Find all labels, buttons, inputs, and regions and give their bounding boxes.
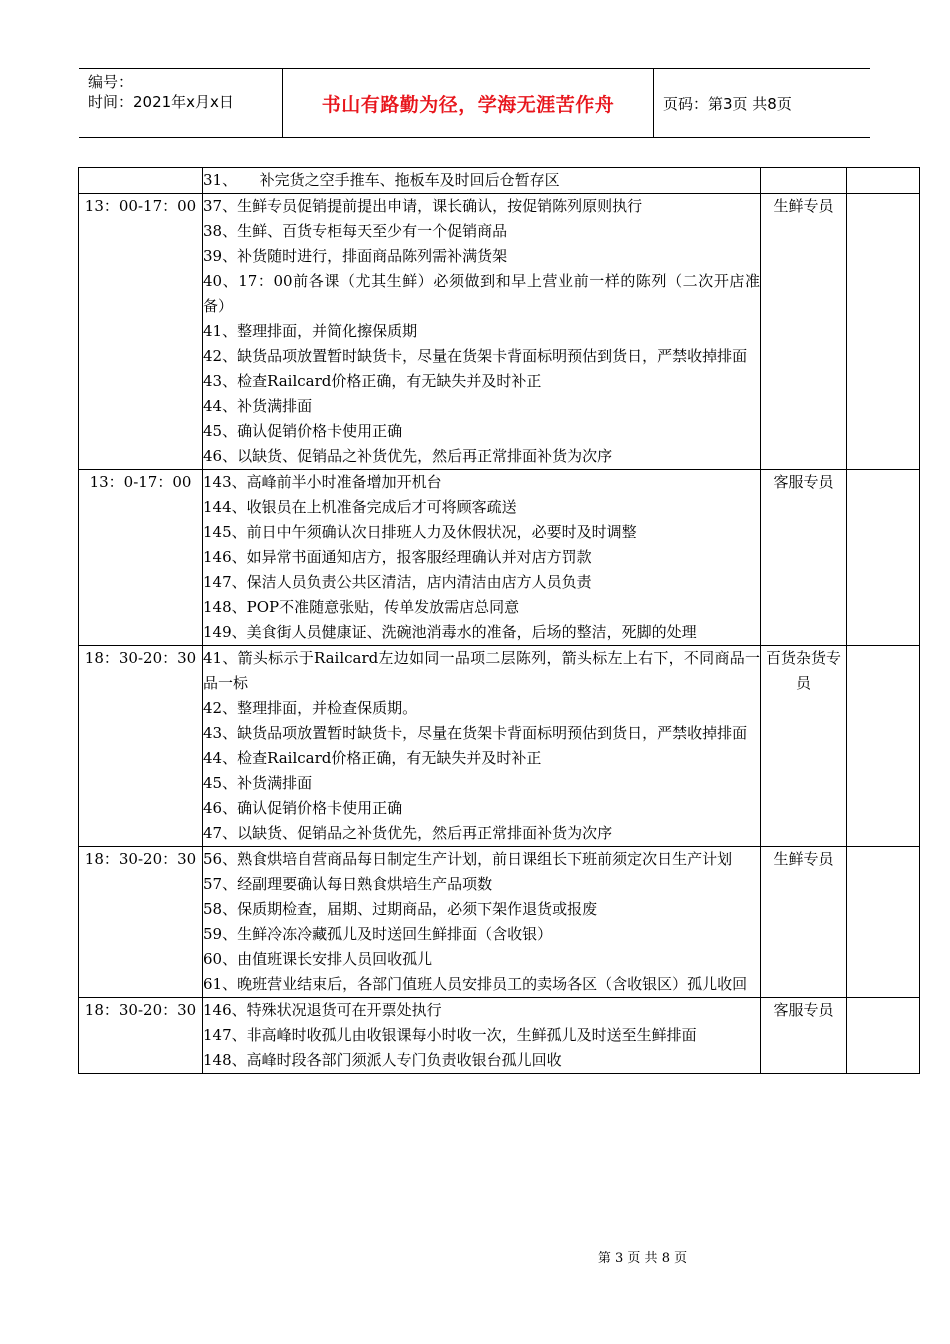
task-item: 144、收银员在上机准备完成后才可将顾客疏送 (203, 498, 517, 516)
document-number-label: 编号： (88, 73, 134, 91)
header-page-info: 页码：第3页 共8页 (663, 94, 792, 113)
task-item: 42、整理排面，并检查保质期。 (203, 699, 418, 717)
schedule-row (79, 646, 920, 847)
responsible-role-cell: 客服专员 (761, 998, 847, 1074)
time-slot-cell: 13：0-17：00 (79, 470, 203, 646)
schedule-row (79, 847, 920, 998)
schedule-table-body (79, 168, 920, 1074)
header-motto-cell (283, 69, 654, 137)
header-motto: 书山有路勤为径，学海无涯苦作舟 (321, 93, 615, 116)
task-list-cell (203, 998, 761, 1074)
blank-check-cell (847, 194, 920, 470)
page-header (79, 68, 870, 138)
task-list-cell (203, 194, 761, 470)
task-item: 147、保洁人员负责公共区清洁，店内清洁由店方人员负责 (203, 573, 592, 591)
task-item: 56、熟食烘培自营商品每日制定生产计划，前日课组长下班前须定次日生产计划 (203, 850, 733, 868)
responsible-role-cell: 生鲜专员 (761, 847, 847, 998)
schedule-table (78, 167, 920, 1074)
task-item: 148、POP不准随意张贴，传单发放需店总同意 (203, 598, 520, 616)
task-item: 43、缺货品项放置暂时缺货卡，尽量在货架卡背面标明预估到货日，严禁收掉排面 (203, 724, 748, 742)
page-footer (0, 1247, 950, 1266)
time-slot-cell: 18：30-20：30 (79, 847, 203, 998)
responsible-role-cell: 百货杂货专员 (761, 646, 847, 847)
time-slot-cell: 18：30-20：30 (79, 646, 203, 847)
task-item: 40、17：00前各课（尤其生鲜）必须做到和早上营业前一样的陈列（二次开店准备） (203, 272, 760, 315)
task-item: 60、由值班课长安排人员回收孤儿 (203, 950, 433, 968)
task-item: 44、检查Railcard价格正确，有无缺失并及时补正 (203, 749, 542, 767)
task-item: 58、保质期检查，届期、过期商品，必须下架作退货或报废 (203, 900, 598, 918)
time-slot-cell: 18：30-20：30 (79, 998, 203, 1074)
task-list-cell (203, 847, 761, 998)
task-item: 46、以缺货、促销品之补货优先，然后再正常排面补货为次序 (203, 447, 613, 465)
schedule-row (79, 194, 920, 470)
blank-check-cell (847, 646, 920, 847)
task-item: 46、确认促销价格卡使用正确 (203, 799, 403, 817)
blank-check-cell (847, 847, 920, 998)
blank-check-cell (847, 470, 920, 646)
footer-page-number: 第 3 页 共 8 页 (597, 1251, 688, 1266)
responsible-role-cell (761, 168, 847, 194)
schedule-row (79, 168, 920, 194)
task-item: 47、以缺货、促销品之补货优先，然后再正常排面补货为次序 (203, 824, 613, 842)
task-list-cell (203, 470, 761, 646)
responsible-role-cell: 生鲜专员 (761, 194, 847, 470)
document-date: 时间：2021年x月x日 (88, 93, 234, 111)
task-item: 43、检查Railcard价格正确，有无缺失并及时补正 (203, 372, 542, 390)
task-item: 61、晚班营业结束后，各部门值班人员安排员工的卖场各区（含收银区）孤儿收回 (203, 975, 748, 993)
task-item: 37、生鲜专员促销提前提出申请，课长确认，按促销陈列原则执行 (203, 197, 643, 215)
task-item: 148、高峰时段各部门须派人专门负责收银台孤儿回收 (203, 1051, 562, 1069)
task-item: 59、生鲜冷冻冷藏孤儿及时送回生鲜排面（含收银） (203, 925, 553, 943)
task-item: 39、补货随时进行，排面商品陈列需补满货架 (203, 247, 508, 265)
schedule-row (79, 998, 920, 1074)
task-item: 149、美食街人员健康证、洗碗池消毒水的准备，后场的整洁，死脚的处理 (203, 623, 697, 641)
task-item: 41、箭头标示于Railcard左边如同一品项二层陈列，箭头标左上右下，不同商品一品一标 (203, 649, 760, 692)
task-item: 42、缺货品项放置暂时缺货卡，尽量在货架卡背面标明预估到货日，严禁收掉排面 (203, 347, 748, 365)
task-item: 38、生鲜、百货专柜每天至少有一个促销商品 (203, 222, 508, 240)
task-item: 57、经副理要确认每日熟食烘培生产品项数 (203, 875, 493, 893)
responsible-role-cell: 客服专员 (761, 470, 847, 646)
task-list-cell (203, 646, 761, 847)
blank-check-cell (847, 998, 920, 1074)
task-item: 145、前日中午须确认次日排班人力及休假状况，必要时及时调整 (203, 523, 637, 541)
task-item: 147、非高峰时收孤儿由收银课每小时收一次，生鲜孤儿及时送至生鲜排面 (203, 1026, 697, 1044)
task-item: 45、补货满排面 (203, 774, 313, 792)
task-item: 31、 补完货之空手推车、拖板车及时回后仓暂存区 (203, 171, 560, 189)
time-slot-cell: 13：00-17：00 (79, 194, 203, 470)
task-item: 41、整理排面，并简化擦保质期 (203, 322, 418, 340)
task-item: 146、如异常书面通知店方，报客服经理确认并对店方罚款 (203, 548, 592, 566)
task-item: 44、补货满排面 (203, 397, 313, 415)
task-item: 45、确认促销价格卡使用正确 (203, 422, 403, 440)
task-item: 146、特殊状况退货可在开票处执行 (203, 1001, 442, 1019)
task-item: 143、高峰前半小时准备增加开机台 (203, 473, 442, 491)
task-list-cell (203, 168, 761, 194)
time-slot-cell (79, 168, 203, 194)
blank-check-cell (847, 168, 920, 194)
schedule-row (79, 470, 920, 646)
header-meta (79, 69, 283, 137)
